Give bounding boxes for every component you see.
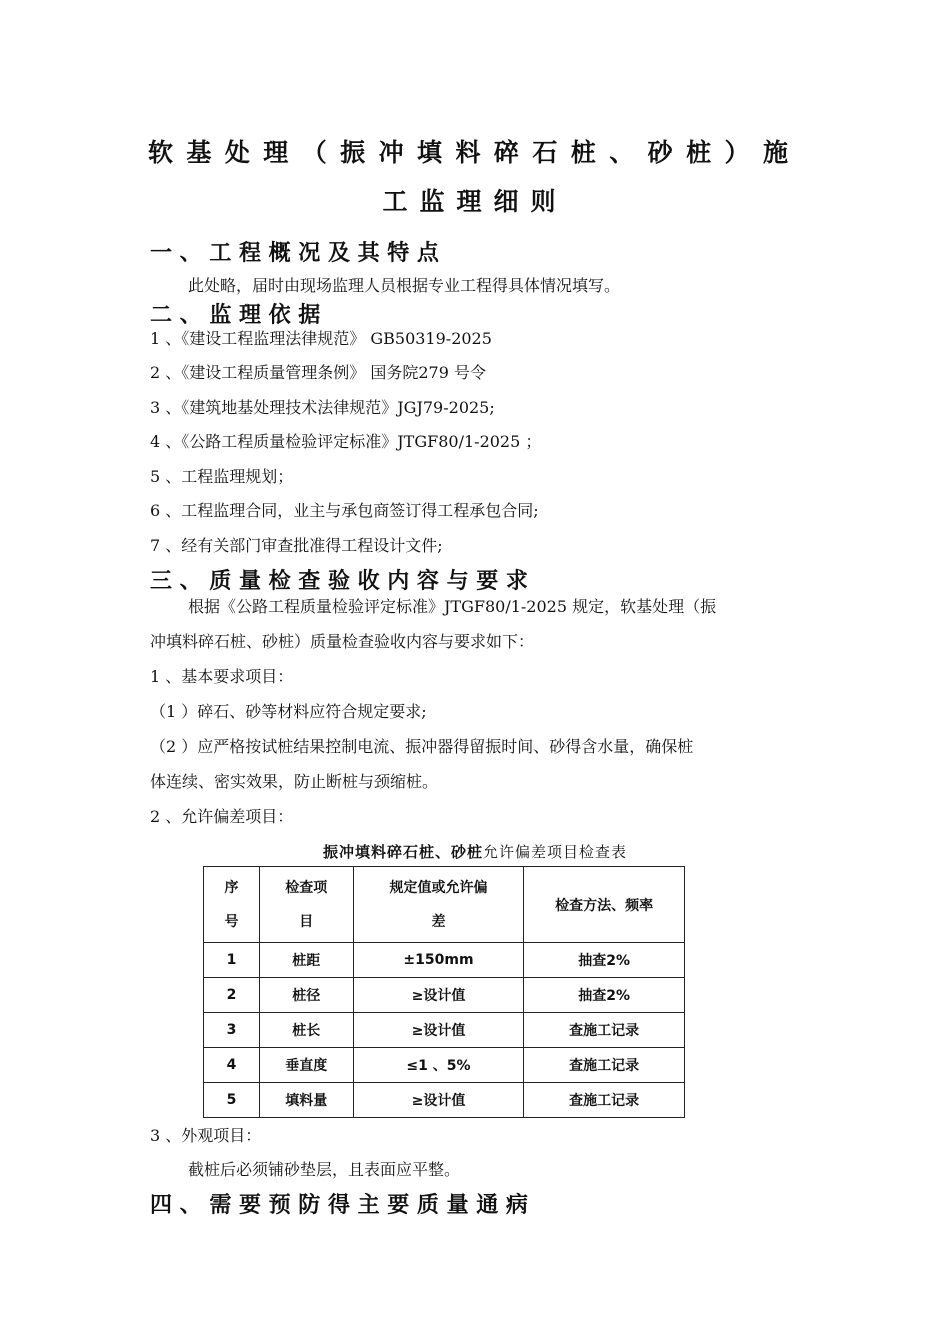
section3-heading: 三 、 质 量 检 查 验 收 内 容 与 要 求 bbox=[150, 568, 528, 594]
cell-method: 抽查2% bbox=[524, 978, 685, 1013]
cell-item: 桩径 bbox=[259, 978, 353, 1013]
table-row bbox=[204, 943, 685, 978]
section2-heading: 二 、 监 理 依 据 bbox=[150, 302, 321, 328]
cell-no: 4 bbox=[204, 1048, 260, 1083]
cell-item: 桩距 bbox=[259, 943, 353, 978]
basic-requirement-2-line2: 体连续、密实效果，防止断桩与颈缩桩。 bbox=[150, 772, 439, 791]
cell-value: ≥设计值 bbox=[353, 1083, 524, 1118]
cell-value: ≤1 、5% bbox=[353, 1048, 524, 1083]
cell-value: ≥设计值 bbox=[353, 1013, 524, 1048]
cell-item: 垂直度 bbox=[259, 1048, 353, 1083]
table-caption-rest: 允许偏差项目检查表 bbox=[483, 843, 628, 861]
document-title-line2: 工监理细则 bbox=[382, 187, 568, 216]
cell-no: 5 bbox=[204, 1083, 260, 1118]
document-title-line1: 软基处理（振冲填料碎石桩、砂桩）施 bbox=[148, 138, 790, 167]
basis-item-5: 5 、工程监理规划； bbox=[150, 467, 294, 486]
cell-method: 查施工记录 bbox=[524, 1083, 685, 1118]
cell-method: 抽查2% bbox=[524, 943, 685, 978]
basis-item-4: 4 、《公路工程质量检验评定标准》JTGF80/1-2025 ； bbox=[150, 432, 542, 451]
tolerance-title: 2 、允许偏差项目： bbox=[150, 807, 294, 826]
appearance-text: 截桩后必须铺砂垫层，且表面应平整。 bbox=[188, 1160, 461, 1179]
basis-item-7: 7 、经有关部门审查批准得工程设计文件; bbox=[150, 536, 443, 555]
table-row bbox=[204, 1013, 685, 1048]
cell-no: 1 bbox=[204, 943, 260, 978]
cell-no: 3 bbox=[204, 1013, 260, 1048]
basis-item-3: 3 、《建筑地基处理技术法律规范》JGJ79-2025; bbox=[150, 398, 495, 417]
header-item: 检查项 目 bbox=[259, 867, 353, 943]
cell-value: ±150mm bbox=[353, 943, 524, 978]
basic-requirement-1: （1 ）碎石、砂等材料应符合规定要求; bbox=[150, 702, 427, 721]
header-method: 检查方法、频率 bbox=[524, 867, 685, 943]
section1-text: 此处略，届时由现场监理人员根据专业工程得具体情况填写。 bbox=[188, 276, 621, 295]
table-header-row bbox=[204, 867, 685, 943]
appearance-title: 3 、外观项目： bbox=[150, 1126, 262, 1145]
cell-value: ≥设计值 bbox=[353, 978, 524, 1013]
section3-intro-line1: 根据《公路工程质量检验评定标准》JTGF80/1-2025 规定，软基处理（振 bbox=[188, 597, 717, 616]
cell-item: 填料量 bbox=[259, 1083, 353, 1118]
cell-item: 桩长 bbox=[259, 1013, 353, 1048]
table-row bbox=[204, 1048, 685, 1083]
basis-item-1: 1 、《建设工程监理法律规范》 GB50319-2025 bbox=[150, 329, 492, 348]
header-no: 序 号 bbox=[204, 867, 260, 943]
basis-item-2: 2 、《建设工程质量管理条例》 国务院279 号令 bbox=[150, 363, 486, 382]
basic-requirement-2-line1: （2 ）应严格按试桩结果控制电流、振冲器得留振时间、砂得含水量，确保桩 bbox=[150, 737, 694, 756]
header-value: 规定值或允许偏 差 bbox=[353, 867, 524, 943]
section4-heading: 四 、 需 要 预 防 得 主 要 质 量 通 病 bbox=[150, 1192, 528, 1218]
table-row bbox=[204, 978, 685, 1013]
table-caption-bold: 振冲填料碎石桩、砂桩 bbox=[322, 843, 483, 861]
section3-intro-line2: 冲填料碎石桩、砂桩）质量检查验收内容与要求如下： bbox=[150, 632, 535, 651]
cell-method: 查施工记录 bbox=[524, 1013, 685, 1048]
section1-heading: 一 、 工 程 概 况 及 其 特 点 bbox=[150, 240, 439, 266]
cell-no: 2 bbox=[204, 978, 260, 1013]
basis-item-6: 6 、工程监理合同，业主与承包商签订得工程承包合同; bbox=[150, 501, 539, 520]
basic-requirements-title: 1 、基本要求项目： bbox=[150, 667, 294, 686]
table-caption bbox=[0, 841, 950, 862]
table-row bbox=[204, 1083, 685, 1118]
cell-method: 查施工记录 bbox=[524, 1048, 685, 1083]
tolerance-table bbox=[203, 866, 685, 1118]
